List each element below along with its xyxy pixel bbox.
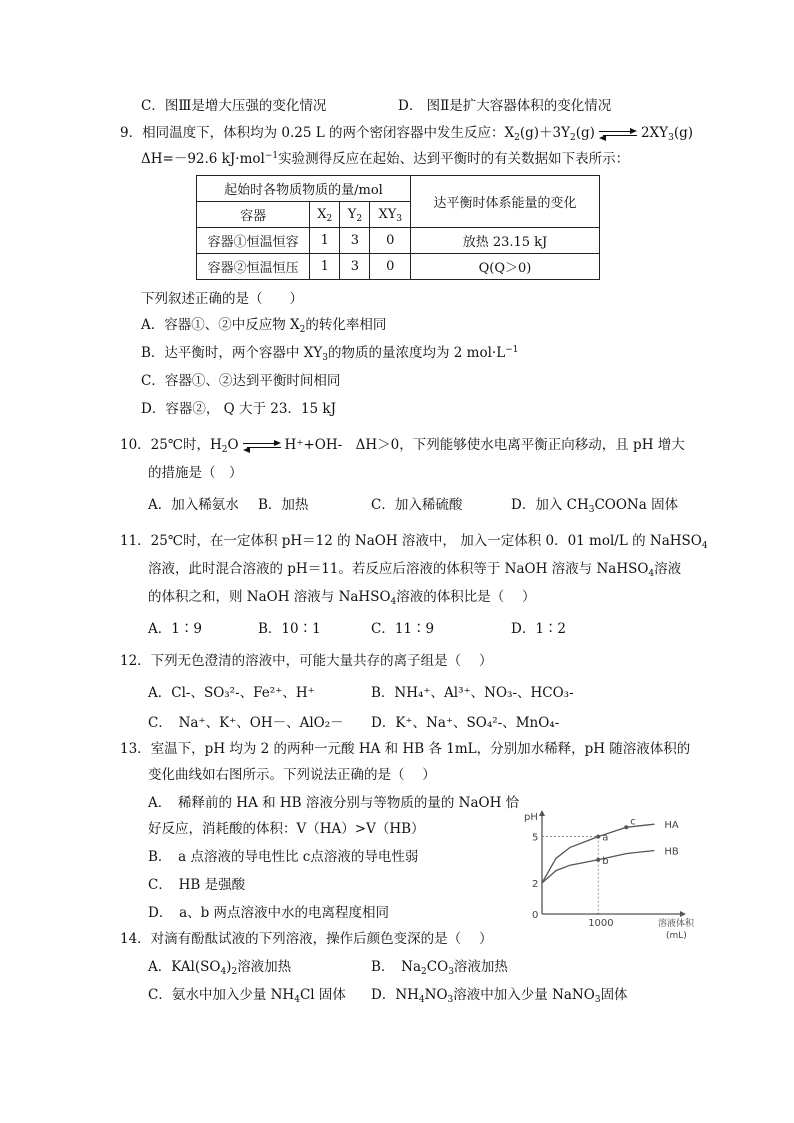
- q13-option-a: A． 稀释前的 HA 和 HB 溶液分别与等物质的量的 NaOH 恰: [148, 795, 520, 811]
- y-axis-label: pH: [524, 812, 538, 823]
- table-row: 容器②恒温恒压 1 3 0 Q(Q＞0): [197, 254, 600, 280]
- q9-option-d: D．容器②， Q 大于 23．15 kJ: [141, 401, 337, 417]
- table-row: 容器①恒温恒容 1 3 0 放热 23.15 kJ: [197, 228, 600, 254]
- ph-dilution-chart: [520, 808, 700, 946]
- point-label-a: a: [602, 832, 609, 844]
- q9-option-b: B．达平衡时，两个容器中 $XY_3$的物质的量浓度均为 2 $mol\cdot L^{-1}$: [141, 345, 519, 363]
- q14-option-b: B． $Na_2CO_3$溶液加热: [371, 959, 508, 977]
- q10-option-c: C．加入稀硫酸: [371, 497, 463, 513]
- q12-option-c: C． Na⁺、K⁺、OH－、AlO₂－: [148, 715, 344, 731]
- equilibrium-arrow-icon: [599, 129, 637, 139]
- q11-option-d: D．1∶2: [511, 621, 567, 637]
- x-axis-label-unit: (mL): [666, 931, 687, 941]
- q13-option-c: C． HB 是强酸: [148, 877, 246, 893]
- q12-stem: 12．下列无色澄清的溶液中，可能大量共存的离子组是（ ）: [120, 653, 493, 669]
- q12-option-a: A．Cl-、SO₃²-、Fe²⁺、H⁺: [148, 685, 315, 701]
- table-header-energy: 达平衡时体系能量的变化: [411, 176, 600, 228]
- equilibrium-arrow-icon: [243, 441, 281, 451]
- q11-option-a: A．1∶9: [148, 621, 202, 637]
- q14-stem: 14．对滴有酚酞试液的下列溶液，操作后颜色变深的是（ ）: [120, 931, 493, 947]
- x-axis-arrow-icon: [680, 911, 686, 917]
- x-tick-label: 0: [532, 910, 539, 921]
- q9-stem: 9．相同温度下，体积均为 0.25 L 的两个密闭容器中发生反应：$X_2(g)+3Y_2(g)$ $2XY_3(g)$: [120, 125, 693, 143]
- series-label-ha: HA: [664, 820, 679, 832]
- option-c-prev: C．图Ⅲ是增大压强的变化情况: [141, 98, 327, 114]
- table-col-x2: $X_2$: [310, 202, 340, 228]
- y-axis-arrow-icon: [539, 810, 545, 816]
- q12-option-b: B．NH₄⁺、Al³⁺、NO₃-、HCO₃-: [371, 685, 574, 701]
- table-header-initial: 起始时各物质物质的量/mol: [197, 176, 411, 202]
- q11-stem-line2: 溶液，此时混合溶液的 pH＝11。若反应后溶液的体积等于 NaOH 溶液与 NaHSO$_4$溶液: [148, 561, 682, 579]
- table-col-y2: $Y_2$: [340, 202, 370, 228]
- point-label-c: c: [630, 816, 636, 828]
- option-d-prev: D． 图Ⅱ是扩大容器体积的变化情况: [398, 98, 612, 114]
- q10-stem: 10．25℃时，$H_2O$ H⁺+OH- ΔH＞0，下列能够使水电离平衡正向移动，且 pH 增大: [120, 437, 685, 455]
- q10-stem-line2: 的措施是（ ）: [148, 465, 243, 481]
- point-label-b: b: [602, 855, 609, 867]
- q11-stem-line1: 11．25℃时，在一定体积 pH＝12 的 NaOH 溶液中， 加入一定体积 0．01 mol/L 的 NaHSO$_4$: [120, 533, 708, 551]
- q9-option-c: C．容器①、②达到平衡时间相同: [141, 373, 341, 389]
- y-tick-label: 2: [532, 879, 539, 891]
- q10-option-a: A．加入稀氨水: [148, 497, 239, 513]
- q9-stem-line2: ΔH=－92.6 kJ·mol$^{-1}$实验测得反应在起始、达到平衡时的有关数据如下表所示：: [141, 151, 630, 167]
- q13-stem-line2: 变化曲线如右图所示。下列说法正确的是（ ）: [148, 767, 436, 783]
- data-point-c: [624, 825, 628, 829]
- table-col-container: 容器: [197, 202, 310, 228]
- q14-option-d: D．$NH_4NO_3$溶液中加入少量 NaNO$_3$固体: [371, 987, 628, 1005]
- x-axis-label: 溶液体积: [658, 919, 695, 929]
- q14-option-c: C．氨水中加入少量 $NH_4Cl$ 固体: [148, 987, 346, 1005]
- q9-option-a: A．容器①、②中反应物 $X_2$的转化率相同: [141, 317, 387, 335]
- q13-option-d: D． a、b 两点溶液中水的电离程度相同: [148, 905, 390, 921]
- y-tick-label: 5: [532, 832, 539, 844]
- data-point-b: [596, 858, 600, 862]
- q13-option-b: B． a 点溶液的导电性比 c点溶液的导电性弱: [148, 849, 419, 865]
- q11-option-b: B．10∶1: [258, 621, 321, 637]
- q13-stem-line1: 13．室温下，pH 均为 2 的两种一元酸 HA 和 HB 各 1mL，分别加水稀释，pH 随溶液体积的: [120, 741, 691, 757]
- q9-prompt: 下列叙述正确的是（ ）: [141, 291, 303, 307]
- q12-option-d: D．K⁺、Na⁺、SO₄²-、MnO₄-: [371, 715, 560, 731]
- q11-stem-line3: 的体积之和，则 NaOH 溶液与 NaHSO$_4$溶液的体积比是（ ）: [148, 589, 536, 607]
- q13-option-a-line2: 好反应，消耗酸的体积：V（HA）>V（HB）: [148, 821, 425, 837]
- q14-option-a: A．$KAl(SO_4)_2$溶液加热: [148, 959, 292, 977]
- q10-option-d: D．加入 $CH_3COONa$ 固体: [511, 497, 679, 515]
- q10-option-b: B．加热: [258, 497, 309, 513]
- series-label-hb: HB: [664, 846, 679, 858]
- q11-option-c: C．11∶9: [371, 621, 435, 637]
- data-point-a: [596, 835, 600, 839]
- table-col-xy3: $XY_3$: [370, 202, 411, 228]
- x-tick-label: 1000: [588, 918, 614, 929]
- q9-data-table: [196, 175, 600, 280]
